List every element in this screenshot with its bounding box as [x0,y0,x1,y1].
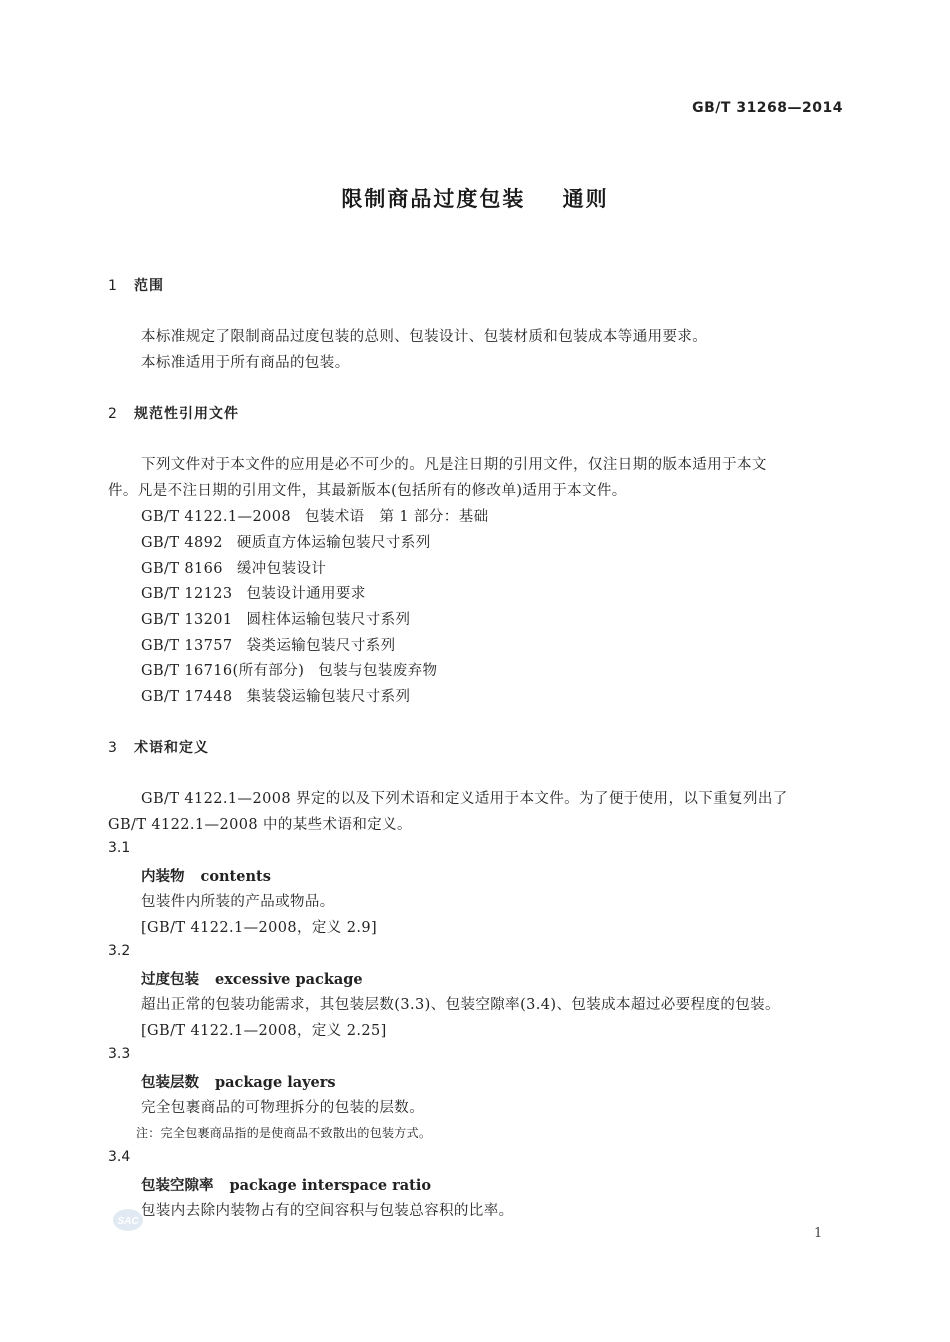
term-number: 3.1 [108,840,131,856]
section-number: 1 [108,278,118,294]
term-number: 3.3 [108,1046,131,1062]
document-title: 限制商品过度包装 通则 [341,187,609,211]
reference-title: 硬质直方体运输包装尺寸系列 [236,535,431,551]
reference-title: 袋类运输包装尺寸系列 [246,638,396,654]
section-number: 3 [108,740,118,756]
term-definition: 超出正常的包装功能需求，其包装层数(3.3)、包装空隙率(3.4)、包装成本超过必要程度的包装。 [141,997,780,1013]
reference-code: GB/T 13757 [141,638,233,654]
section-title: 术语和定义 [134,740,209,756]
standard-code: GB/T 31268—2014 [692,100,843,116]
reference-title: 圆柱体运输包装尺寸系列 [246,612,411,628]
term-definition: 完全包裹商品的可物理拆分的包装的层数。 [141,1100,425,1116]
reference-title: 包装与包装废弃物 [318,663,438,679]
sac-logo-icon [112,1207,144,1233]
term-number: 3.4 [108,1149,131,1165]
term-en: package interspace ratio [229,1177,432,1194]
reference-code: GB/T 4892 [141,535,223,551]
term-definition: 包装内去除内装物占有的空间容积与包装总容积的比率。 [141,1203,514,1219]
svg-text:SAC: SAC [117,1216,139,1227]
term-source: [GB/T 4122.1—2008，定义 2.25] [141,1023,387,1039]
reference-title: 缓冲包装设计 [236,561,327,577]
term-zh: 包装层数 [141,1074,199,1091]
reference-code: GB/T 13201 [141,612,233,628]
term-heading [141,1071,336,1092]
reference-item [141,582,366,603]
paragraph: 件。凡是不注日期的引用文件，其最新版本(包括所有的修改单)适用于本文件。 [108,483,627,499]
reference-item [141,659,437,680]
reference-item [141,634,396,655]
term-heading [141,968,363,989]
reference-title: 集装袋运输包装尺寸系列 [246,689,411,705]
reference-item [141,608,410,629]
paragraph: GB/T 4122.1—2008 界定的以及下列术语和定义适用于本文件。为了便于使用，以下重复列出了 [141,791,788,807]
term-zh: 内装物 [141,868,185,885]
reference-code: GB/T 12123 [141,586,233,602]
reference-code: GB/T 16716(所有部分) [141,663,305,679]
reference-code: GB/T 4122.1—2008 [141,509,291,525]
term-definition: 包装件内所装的产品或物品。 [141,894,335,910]
section-title: 规范性引用文件 [134,406,239,422]
paragraph: GB/T 4122.1—2008 中的某些术语和定义。 [108,817,412,833]
section-heading-terms-and-definitions [108,737,209,757]
term-zh: 包装空隙率 [141,1177,214,1194]
section-title: 范围 [134,278,164,294]
paragraph: 本标准适用于所有商品的包装。 [141,355,350,371]
reference-item [141,685,410,706]
term-en: package layers [215,1074,336,1091]
term-source: [GB/T 4122.1—2008，定义 2.9] [141,920,378,936]
term-en: excessive package [215,971,363,988]
term-en: contents [200,868,271,885]
section-heading-scope [108,275,164,295]
reference-title: 包装术语 第 1 部分：基础 [304,509,489,525]
reference-item [141,505,489,526]
paragraph: 本标准规定了限制商品过度包装的总则、包装设计、包装材质和包装成本等通用要求。 [141,329,708,345]
term-zh: 过度包装 [141,971,199,988]
reference-code: GB/T 17448 [141,689,233,705]
section-heading-normative-references [108,403,239,423]
reference-code: GB/T 8166 [141,561,223,577]
reference-item [141,557,326,578]
term-number: 3.2 [108,943,131,959]
paragraph: 下列文件对于本文件的应用是必不可少的。凡是注日期的引用文件，仅注日期的版本适用于本文 [141,457,767,473]
reference-title: 包装设计通用要求 [246,586,366,602]
term-note: 注：完全包裹商品指的是使商品不致散出的包装方式。 [136,1126,432,1140]
term-heading [141,865,271,886]
page-number: 1 [814,1226,823,1241]
reference-item [141,531,431,552]
section-number: 2 [108,406,118,422]
term-heading [141,1174,431,1195]
